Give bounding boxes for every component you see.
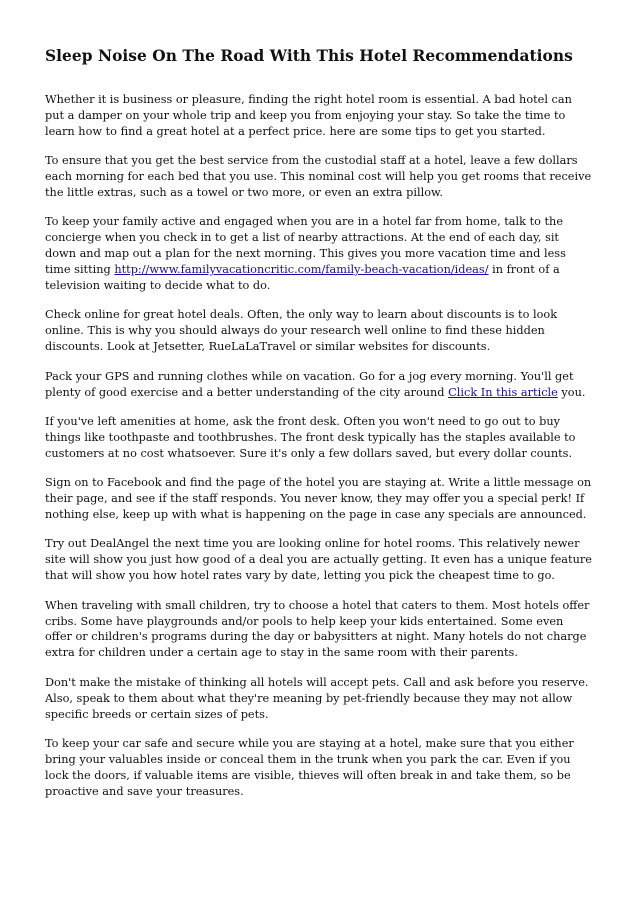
paragraph-text: To keep your family active and engaged when you are in a hotel far from home, talk to the concierge when you check in to get a list of nearby attractions. At the end of each day, sit down and map out a plan for the next morning. This gives you more vacation time and less time sitting [45,215,566,277]
paragraph-gps [45,369,593,401]
paragraph-text: in front of a television waiting to decide what to do. [45,263,560,293]
paragraph-tipping: To ensure that you get the best service from the custodial staff at a hotel, leave a few dollars each morning for each bed that you use. This nominal cost will help you get rooms that receive the little extras, such as a towel or two more, or even an extra pillow. [45,154,592,200]
paragraph-text: you. [557,385,586,399]
paragraph-concierge [45,214,593,294]
paragraph-text: Pack your GPS and running clothes while on vacation. Go for a jog every morning. You'll get plenty of good exercise and a better understanding of the city around [45,369,574,399]
click-in-this-article-link[interactable]: Click In this article [448,385,558,399]
paragraph-amenities: If you've left amenities at home, ask the front desk. Often you won't need to go out to buy things like toothpaste and toothbrushes. The front desk typically has the staples available to customers at no cost whatsoever. Sure it's only a few dollars saved, but every dollar counts. [45,415,576,460]
paragraph-online-deals: Check online for great hotel deals. Often, the only way to learn about discounts is to look online. This is why you should always do your research well online to find these hidden discounts. Look at Jetsetter, RueLaLaTravel or similar websites for discounts. [45,308,558,354]
paragraph-facebook: Sign on to Facebook and find the page of the hotel you are staying at. Write a little message on their page, and see if the staff responds. You never know, they may offer you a special perk! If nothing else, keep up with what is happening on the page in case any specials are announced. [45,476,592,522]
family-vacation-link[interactable]: http://www.familyvacationcritic.com/family-beach-vacation/ideas/ [114,263,489,277]
paragraph-children: When traveling with small children, try to choose a hotel that caters to them. Most hotels offer cribs. Some have playgrounds and/or pools to help keep your kids entertained. Some even offer or children's programs during the day or babysitters at night. Many hotels do not charge extra for children under a certain age to stay in the same room with their parents. [45,598,590,660]
paragraph-pets: Don't make the mistake of thinking all hotels will accept pets. Call and ask before you reserve. Also, speak to them about what they're meaning by pet-friendly because they may not allow specific breeds or certain sizes of pets. [45,675,589,721]
paragraph-intro: Whether it is business or pleasure, finding the right hotel room is essential. A bad hotel can put a damper on your whole trip and keep you from enjoying your stay. So take the time to learn how to find a great hotel at a perfect price. here are some tips to get you started. [45,93,572,138]
page-title: Sleep Noise On The Road With This Hotel Recommendations [45,47,573,65]
paragraph-dealangel: Try out DealAngel the next time you are looking online for hotel rooms. This relatively newer site will show you just how good of a deal you are actually getting. It even has a unique feature that will show you how hotel rates vary by date, letting you pick the cheapest time to go. [45,537,592,583]
paragraph-car-safety: To keep your car safe and secure while you are staying at a hotel, make sure that you either bring your valuables inside or conceal them in the trunk when you park the car. Even if you lock the doors, if valuable items are visible, thieves will often break in and take them, so be proactive and save your treasures. [45,737,574,798]
